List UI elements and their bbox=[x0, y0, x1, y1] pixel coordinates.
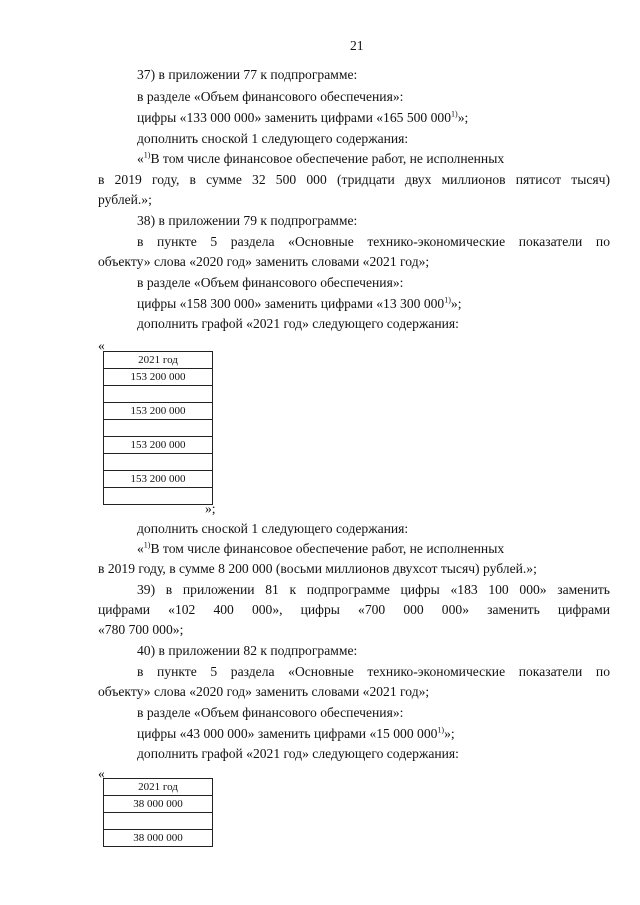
table-cell: 38 000 000 bbox=[104, 796, 213, 813]
item-40-figures: цифры «43 000 000» заменить цифрами «15 000 000$^{1)}$»; bbox=[137, 725, 455, 741]
item-38-sub: в разделе «Объем финансового обеспечения»: bbox=[137, 275, 404, 290]
table-cell: 2021 год bbox=[104, 779, 213, 796]
item-40-column-intro: дополнить графой «2021 год» следующего содержания: bbox=[137, 746, 459, 761]
item-39-line2: цифрами «102 400 000», цифры «700 000 000» заменить цифрами bbox=[98, 602, 610, 617]
item-38-table bbox=[103, 351, 213, 505]
item-37-footnote-line1: «$^{1)}$В том числе финансовое обеспечение работ, не исполненных bbox=[137, 150, 505, 166]
table-cell: 2021 год bbox=[104, 352, 213, 369]
item-40-quote-open: « bbox=[98, 766, 105, 781]
item-37-footnote-line3: рублей.»; bbox=[98, 192, 152, 207]
item-37-sub: в разделе «Объем финансового обеспечения»: bbox=[137, 89, 404, 104]
item-37-figures: цифры «133 000 000» заменить цифрами «165 500 000$^{1)}$»; bbox=[137, 109, 469, 125]
item-38-footnote-intro: дополнить сноской 1 следующего содержания: bbox=[137, 521, 409, 536]
item-37-footnote-line2: в 2019 году, в сумме 32 500 000 (тридцати двух миллионов пятисот тысяч) bbox=[98, 172, 610, 187]
table-cell: 153 200 000 bbox=[104, 437, 213, 454]
item-40-sub: в разделе «Объем финансового обеспечения»: bbox=[137, 705, 404, 720]
item-40-para1-line1: в пункте 5 раздела «Основные технико-экономические показатели по bbox=[137, 664, 610, 679]
table-cell: 153 200 000 bbox=[104, 471, 213, 488]
item-38-column-intro: дополнить графой «2021 год» следующего содержания: bbox=[137, 316, 459, 331]
item-38-figures: цифры «158 300 000» заменить цифрами «13 300 000$^{1)}$»; bbox=[137, 295, 462, 311]
table-cell: 153 200 000 bbox=[104, 403, 213, 420]
item-39-line1: 39) в приложении 81 к подпрограмме цифры «183 100 000» заменить bbox=[137, 582, 610, 597]
table-cell bbox=[104, 420, 213, 437]
table-cell bbox=[104, 813, 213, 830]
item-38-para1-line1: в пункте 5 раздела «Основные технико-экономические показатели по bbox=[137, 234, 610, 249]
item-40-para1-line2: объекту» слова «2020 год» заменить словами «2021 год»; bbox=[98, 684, 430, 699]
table-cell: 153 200 000 bbox=[104, 369, 213, 386]
page-number: 21 bbox=[350, 38, 364, 53]
item-38-para1-line2: объекту» слова «2020 год» заменить словами «2021 год»; bbox=[98, 254, 430, 269]
item-40-head: 40) в приложении 82 к подпрограмме: bbox=[137, 643, 358, 658]
item-38-footnote-line1: «$^{1)}$В том числе финансовое обеспечение работ, не исполненных bbox=[137, 540, 505, 556]
item-38-footnote-line2: в 2019 году, в сумме 8 200 000 (восьми миллионов двухсот тысяч) рублей.»; bbox=[98, 561, 537, 576]
table-cell bbox=[104, 386, 213, 403]
item-39-line3: «780 700 000»; bbox=[98, 622, 184, 637]
table-cell bbox=[104, 454, 213, 471]
table-cell bbox=[104, 488, 213, 505]
item-37-head: 37) в приложении 77 к подпрограмме: bbox=[137, 67, 358, 82]
item-40-table bbox=[103, 778, 213, 847]
item-38-head: 38) в приложении 79 к подпрограмме: bbox=[137, 213, 358, 228]
item-38-quote-open: « bbox=[98, 338, 105, 353]
item-37-footnote-intro: дополнить сноской 1 следующего содержания: bbox=[137, 131, 409, 146]
item-38-quote-close: »; bbox=[205, 501, 216, 516]
table-cell: 38 000 000 bbox=[104, 830, 213, 847]
